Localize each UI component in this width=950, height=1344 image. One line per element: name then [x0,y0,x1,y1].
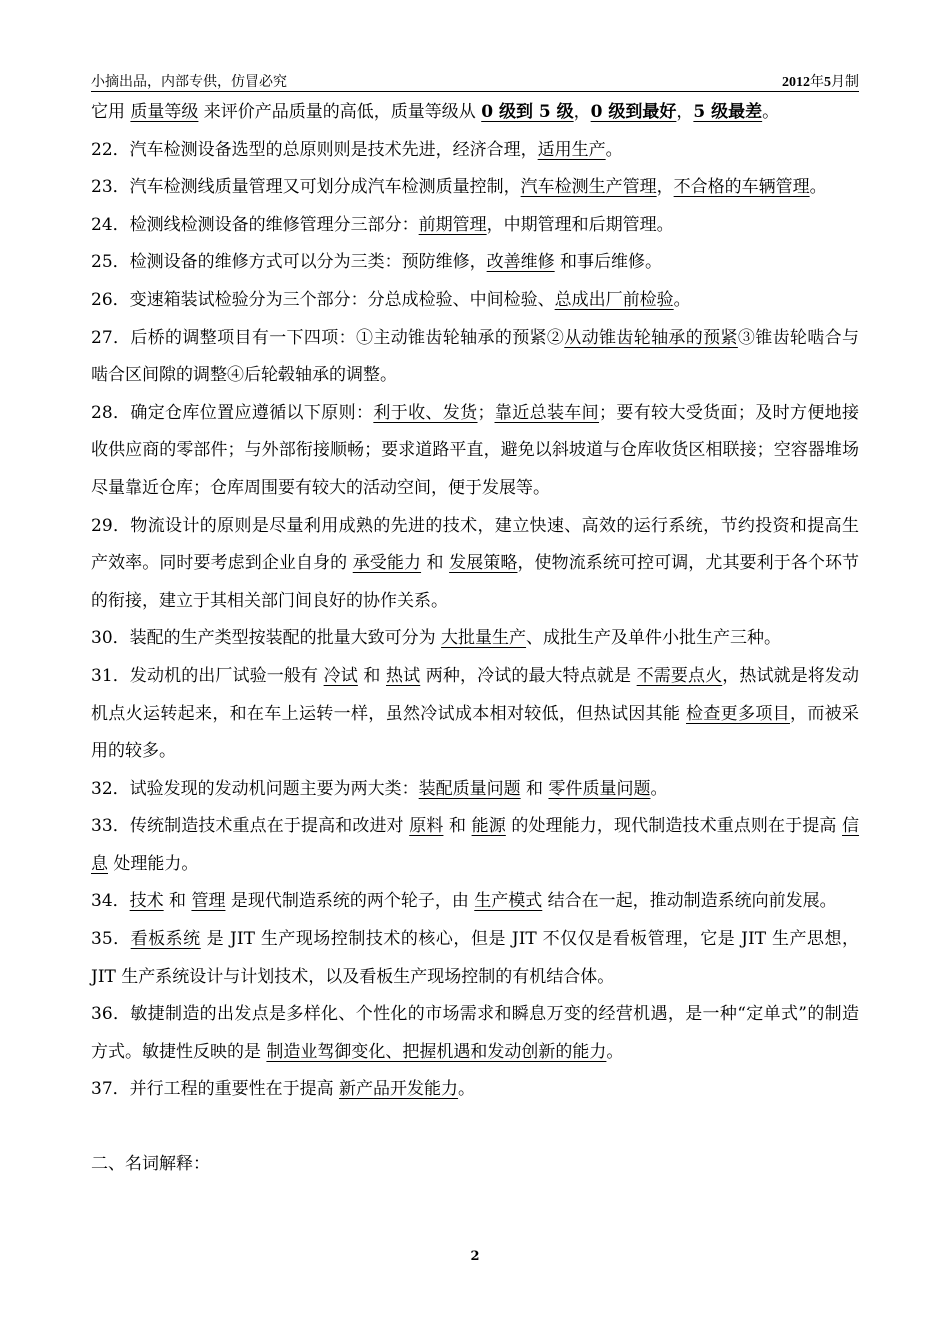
page-header [91,69,859,92]
section-title: 二、名词解释： [91,1154,210,1175]
answer-blank: 能源 [471,816,506,837]
answer-blank: 不合格的车辆管理 [673,177,810,198]
text-run: 28．确定仓库位置应遵循以下原则： [91,402,374,423]
text-run: 。 [762,102,780,122]
paragraph-p25 [91,244,859,282]
text-run: 和 [443,816,472,837]
header-notice: 小摘出品，内部专供，仿冒必究 [91,74,287,90]
answer-blank: 利于收、发货 [373,402,478,423]
paragraph-p22 [91,132,859,170]
answer-blank: 适用生产 [537,139,606,160]
text-run: 和事后维修。 [554,252,663,273]
text-run: 36．敏捷制造的出发点是多样化、个性化的市场需求和瞬息万变的经营机遇，是一种“定单式”的制造方式。敏捷性反映的是 [91,1004,859,1062]
text-run: ， [656,177,674,198]
text-run: ，而被采用的较多。 [91,703,860,762]
paragraph-p33 [91,808,859,883]
paragraph-p29 [91,508,859,621]
header-year: 2012 [782,75,810,90]
paragraph-p21 [91,94,859,132]
paragraph-p34 [91,883,859,921]
answer-blank: 5 级最差 [693,102,763,122]
answer-blank: 零件质量问题 [548,778,651,799]
answer-blank: 大批量生产 [441,628,527,649]
answer-blank: 信息 [91,816,860,874]
paragraph-p27 [91,320,859,395]
answer-blank: 质量等级 [130,102,199,122]
text-run: 26．变速箱装试检验分为三个部分：分总成检验、中间检验、 [91,289,555,310]
answer-blank: 0 级到 5 级 [481,102,574,122]
text-run: 30．装配的生产类型按装配的批量大致可分为 [91,628,442,649]
text-run: 25．检测设备的维修方式可以分为三类：预防维修， [91,252,487,273]
text-run: 它用 [91,102,131,122]
text-run: 23．汽车检测线质量管理又可划分成汽车检测质量控制， [91,177,521,198]
text-run: ，热试就是将发动机点火运转起来，和在车上运转一样，虽然冷试成本相对较低，但热试因其能 [91,665,860,724]
answer-blank: 原料 [409,816,444,837]
answer-blank: 装配质量问题 [418,778,521,799]
section-gap [91,1109,859,1146]
text-run: 27．后桥的调整项目有一下四项：①主动锥齿轮轴承的预紧② [91,327,565,348]
text-run: 。 [606,1041,624,1062]
answer-blank: 热试 [386,665,421,686]
text-run: 22．汽车检测设备选型的总原则则是技术先进，经济合理， [91,139,538,160]
paragraph-p31 [91,658,859,771]
text-run: 、成批生产及单件小批生产三种。 [526,628,782,649]
paragraph-p26 [91,282,859,320]
answer-blank: 制造业驾御变化、把握机遇和发动创新的能力 [266,1041,607,1062]
paragraph-p36 [91,996,859,1071]
header-month-unit: 月制 [831,74,859,90]
answer-blank: 承受能力 [352,553,422,574]
answer-blank: 汽车检测生产管理 [520,177,657,198]
text-run: 结合在一起，推动制造系统向前发展。 [542,891,837,912]
text-run: 。 [673,289,691,310]
text-run: 来评价产品质量的高低，质量等级从 [198,102,482,122]
answer-blank: 技术 [129,891,164,912]
paragraph-p32 [91,771,859,809]
header-year-unit: 年 [810,74,824,90]
header-date [782,71,859,91]
header-month: 5 [824,75,831,90]
text-run: 31．发动机的出厂试验一般有 [91,665,324,686]
text-run: 33．传统制造技术重点在于提高和改进对 [91,816,410,837]
text-run: ③锥齿轮啮合与啮合区间隙的调整④后轮毂轴承的调整。 [91,327,860,386]
answer-blank: 0 级到最好 [590,102,677,122]
text-run: ， [676,102,694,122]
answer-blank: 管理 [191,891,226,912]
document-body [91,94,859,1184]
answer-blank: 发展策略 [449,553,518,574]
answer-blank: 总成出厂前检验 [554,289,674,310]
text-run: ， [573,102,591,122]
paragraph-p30 [91,620,859,658]
text-run: 34． [91,891,130,912]
answer-blank: 冷试 [323,665,358,686]
paragraph-p28 [91,395,859,508]
text-run: 和 [163,891,192,912]
answer-blank: 看板系统 [130,929,201,950]
text-run: 。 [605,139,623,160]
answer-blank: 从动锥齿轮轴承的预紧 [564,327,738,348]
answer-blank: 前期管理 [418,214,487,235]
paragraph-p35 [91,921,859,996]
text-run: 。 [650,778,668,799]
answer-blank: 靠近总装车间 [494,402,600,423]
text-run: 的处理能力，现代制造技术重点则在于提高 [505,816,843,837]
text-run: 24．检测线检测设备的维修管理分三部分： [91,214,419,235]
text-run: 。 [458,1079,476,1100]
paragraph-list [91,94,859,1109]
text-run: 。 [809,177,827,198]
answer-blank: 新产品开发能力 [339,1079,459,1100]
text-run: 35． [91,929,131,950]
text-run: ； [477,402,495,423]
answer-blank: 不需要点火 [636,665,723,686]
paragraph-p23 [91,169,859,207]
text-run: ，使物流系统可控可调，尤其要利于各个环节的衔接，建立于其相关部门间良好的协作关系。 [91,553,860,611]
text-run: 和 [520,778,549,799]
text-run: 32．试验发现的发动机问题主要为两大类： [91,778,419,799]
paragraph-p37 [91,1071,859,1109]
text-run: 是现代制造系统的两个轮子，由 [225,891,475,912]
answer-blank: 改善维修 [486,252,555,273]
text-run: 29．物流设计的原则是尽量利用成熟的先进的技术，建立快速、高效的运行系统，节约投资和提高生产效率。同时要考虑到企业自身的 [91,515,859,574]
text-run: 37．并行工程的重要性在于提高 [91,1079,340,1100]
text-run: 是 JIT 生产现场控制技术的核心，但是 JIT 不仅仅是看板管理，它是 JIT 生产思想，JIT 生产系统设计与计划技术，以及看板生产现场控制的有机结合体。 [91,929,859,987]
text-run: ，中期管理和后期管理。 [486,214,674,235]
text-run: 两种，冷试的最大特点就是 [420,665,637,686]
text-run: 处理能力。 [108,853,199,874]
text-run: 和 [421,553,450,574]
paragraph-p24 [91,207,859,245]
text-run: 和 [357,665,387,686]
page-number: 2 [470,1249,480,1264]
answer-blank: 检查更多项目 [686,703,791,724]
text-run: ；要有较大受货面；及时方便地接收供应商的零部件；与外部衔接顺畅；要求道路平直，避免以斜坡道与仓库收货区相联接；空容器堆场尽量靠近仓库；仓库周围要有较大的活动空间，便于发展等。 [91,402,860,498]
answer-blank: 生产模式 [474,891,543,912]
